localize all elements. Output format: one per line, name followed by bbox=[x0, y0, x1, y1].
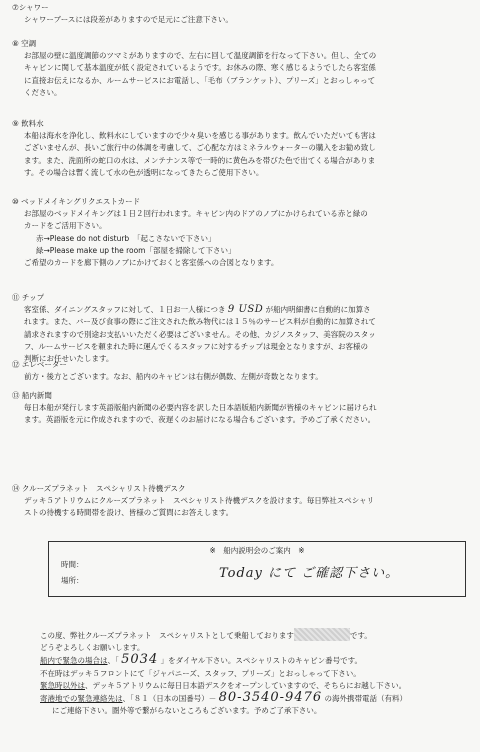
port-contact-line-2: にご連絡下さい。圏外等で繋がらないところもございます。予めご了承下さい。 bbox=[52, 706, 322, 716]
section-tips bbox=[12, 292, 472, 365]
non-emergency-text: 、デッキ５アトリウムに毎日日本語デスクをオープンしていますので、そちらにお越し下さい。 bbox=[85, 680, 407, 690]
paragraph-line: ストの待機する時間帯を設け、皆様のご質問にお答えします。 bbox=[24, 508, 234, 518]
paragraph-line: キャビンに関して基本温度が低く設定されているようです。お休みの際、寒く感じるようでしたら客室係 bbox=[24, 63, 376, 73]
closing-greeting: どうぞよろしくお願いします。 bbox=[40, 643, 145, 653]
port-contact-pre: 、「８１（日本の国番号）－ bbox=[122, 694, 217, 704]
port-contact-phone: 80-3540-9476 bbox=[218, 690, 323, 706]
paragraph-line: デッキ５アトリウムにクルーズプラネット スペシャリスト待機デスクを設けます。毎日弊社スペシャリ bbox=[24, 496, 375, 506]
paragraph-line: 前方・後方とございます。なお、船内のキャビンは右側が偶数、左側が奇数となります。 bbox=[24, 372, 323, 382]
emergency-label: 船内で緊急の場合は bbox=[40, 656, 108, 666]
section-heading: ⑩ ベッドメイキングリクエストカード bbox=[12, 197, 141, 206]
briefing-info-box bbox=[48, 541, 466, 597]
paragraph-line: 請求されますので別途お支払いいただく必要はございません。その他、カジノスタッフ、美容院のスタッ bbox=[24, 329, 376, 339]
section-air-conditioning bbox=[12, 38, 472, 99]
section-specialist-desk bbox=[12, 483, 472, 520]
paragraph-line: ございませんが、長いご旅行中の体調を考慮して、ご心配な方はミネラルウォーターの購入をお勧め致し bbox=[24, 143, 376, 153]
briefing-box-title: ※ 船内説明会のご案内 ※ bbox=[209, 546, 305, 555]
emergency-cabin-number: 5034 bbox=[121, 652, 159, 668]
briefing-handwritten-note: Today にて ご確認下さい。 bbox=[219, 566, 400, 581]
non-emergency-label: 緊急時以外は bbox=[40, 680, 85, 690]
section-newspaper bbox=[12, 390, 472, 427]
absent-line: 不在時はデッキ５フロントにて「ジャパニーズ、スタッフ、プリーズ」とおっしゃって下さい。 bbox=[40, 668, 361, 678]
port-contact-line bbox=[40, 692, 472, 705]
paragraph-line: れます。また、バー及び食事の際にご注文された飲み物代には１５％のサービス料が自動的に加算されて bbox=[24, 317, 376, 327]
emergency-post: 」をダイヤル下さい。スペシャリストのキャビン番号です。 bbox=[160, 656, 362, 666]
closing-intro-line bbox=[40, 628, 472, 642]
paragraph-line: す。その場合は暫く流して水の色が透明になってきたらご使用下さい。 bbox=[24, 167, 264, 177]
section-heading: ⑪ チップ bbox=[12, 293, 45, 302]
intro-suffix: です。 bbox=[349, 631, 372, 640]
tip-amount-line bbox=[24, 304, 472, 316]
paragraph-line: ください。 bbox=[24, 87, 62, 97]
red-card-line: 赤→Please do not disturb 「起こさないで下さい」 bbox=[36, 233, 216, 243]
port-contact-post: の海外携帯電話（有料） bbox=[324, 694, 408, 704]
section-heading: ⑭ クルーズプラネット スペシャリスト待機デスク bbox=[12, 484, 186, 493]
tip-post-text: が船内明細書に自動的に加算さ bbox=[265, 305, 371, 315]
section-drinking-water bbox=[12, 118, 472, 179]
place-label: 場所： bbox=[61, 576, 84, 585]
tip-amount-handwritten: 9 USD bbox=[227, 304, 264, 316]
section-bed-making-card bbox=[12, 196, 472, 269]
paragraph-line: ます。また、洗面所の蛇口の水は、メンテナンス等で一時的に黄色みを帯びた色で出てくる場合がありま bbox=[24, 155, 376, 165]
tip-pre-text: 客室係、ダイニングスタッフに対して、１日お一人様につき bbox=[24, 305, 226, 315]
emergency-pre: 、「 bbox=[107, 656, 119, 666]
green-card-line: 緑→Please make up the room「部屋を掃除して下さい」 bbox=[36, 245, 236, 255]
section-shower bbox=[12, 2, 472, 26]
redacted-name bbox=[294, 628, 350, 641]
emergency-line bbox=[40, 654, 472, 667]
paragraph-line: カードをご活用下さい。 bbox=[24, 221, 107, 231]
paragraph-line: シャワーブースには段差がありますので足元にご注意下さい。 bbox=[24, 15, 233, 25]
section-heading: ⑬ 船内新聞 bbox=[12, 391, 52, 400]
paragraph-line: ます。英語版を元に作成されますので、夜遅くのお届けになる場合もございます。予めご了承ください。 bbox=[24, 415, 376, 425]
paragraph-line: ご希望のカードを廊下側のノブにかけておくと客室係への合図となります。 bbox=[24, 258, 279, 268]
paragraph-line: お部屋の壁に温度調節のツマミがありますので、左右に回して温度調節を行なって下さい。但し、全ての bbox=[24, 51, 377, 61]
paragraph-line: 判断にお任せいたします。 bbox=[24, 354, 114, 364]
section-heading: ⑧ 空調 bbox=[12, 39, 37, 48]
section-heading: ⑫ エレベーター bbox=[12, 360, 67, 369]
time-label: 時間： bbox=[61, 560, 84, 569]
section-elevator bbox=[12, 359, 472, 383]
section-heading: ⑦シャワー bbox=[12, 3, 49, 12]
paragraph-line: フ、ルームサービスを頼まれた時に運んでくるスタッフに対するチップは現金となりますが、お客様の bbox=[24, 341, 369, 351]
intro-text: この度、弊社クルーズプラネット スペシャリストとして乗船しております bbox=[40, 631, 294, 640]
section-heading: ⑨ 飲料水 bbox=[12, 119, 44, 128]
paragraph-line: に直接お伝えになるか、ルームサービスにお電話し、「毛布（ブランケット）、プリーズ」とおっしゃって bbox=[24, 75, 376, 85]
closing-section bbox=[40, 628, 472, 717]
paragraph-line: 毎日本船が発行します英語版船内新聞の必要内容を訳した日本語版船内新聞が皆様のキャビンに届けられ bbox=[24, 403, 377, 413]
paragraph-line: 本船は海水を浄化し、飲料水にしていますので少々臭いを感じる事があります。飲んでいただいても害は bbox=[24, 131, 376, 141]
port-contact-label: 寄港地での緊急連絡先は bbox=[40, 694, 123, 704]
paragraph-line: お部屋のベッドメイキングは１日２回行われます。キャビン内のドアのノブにかけられている赤と緑の bbox=[24, 209, 368, 219]
